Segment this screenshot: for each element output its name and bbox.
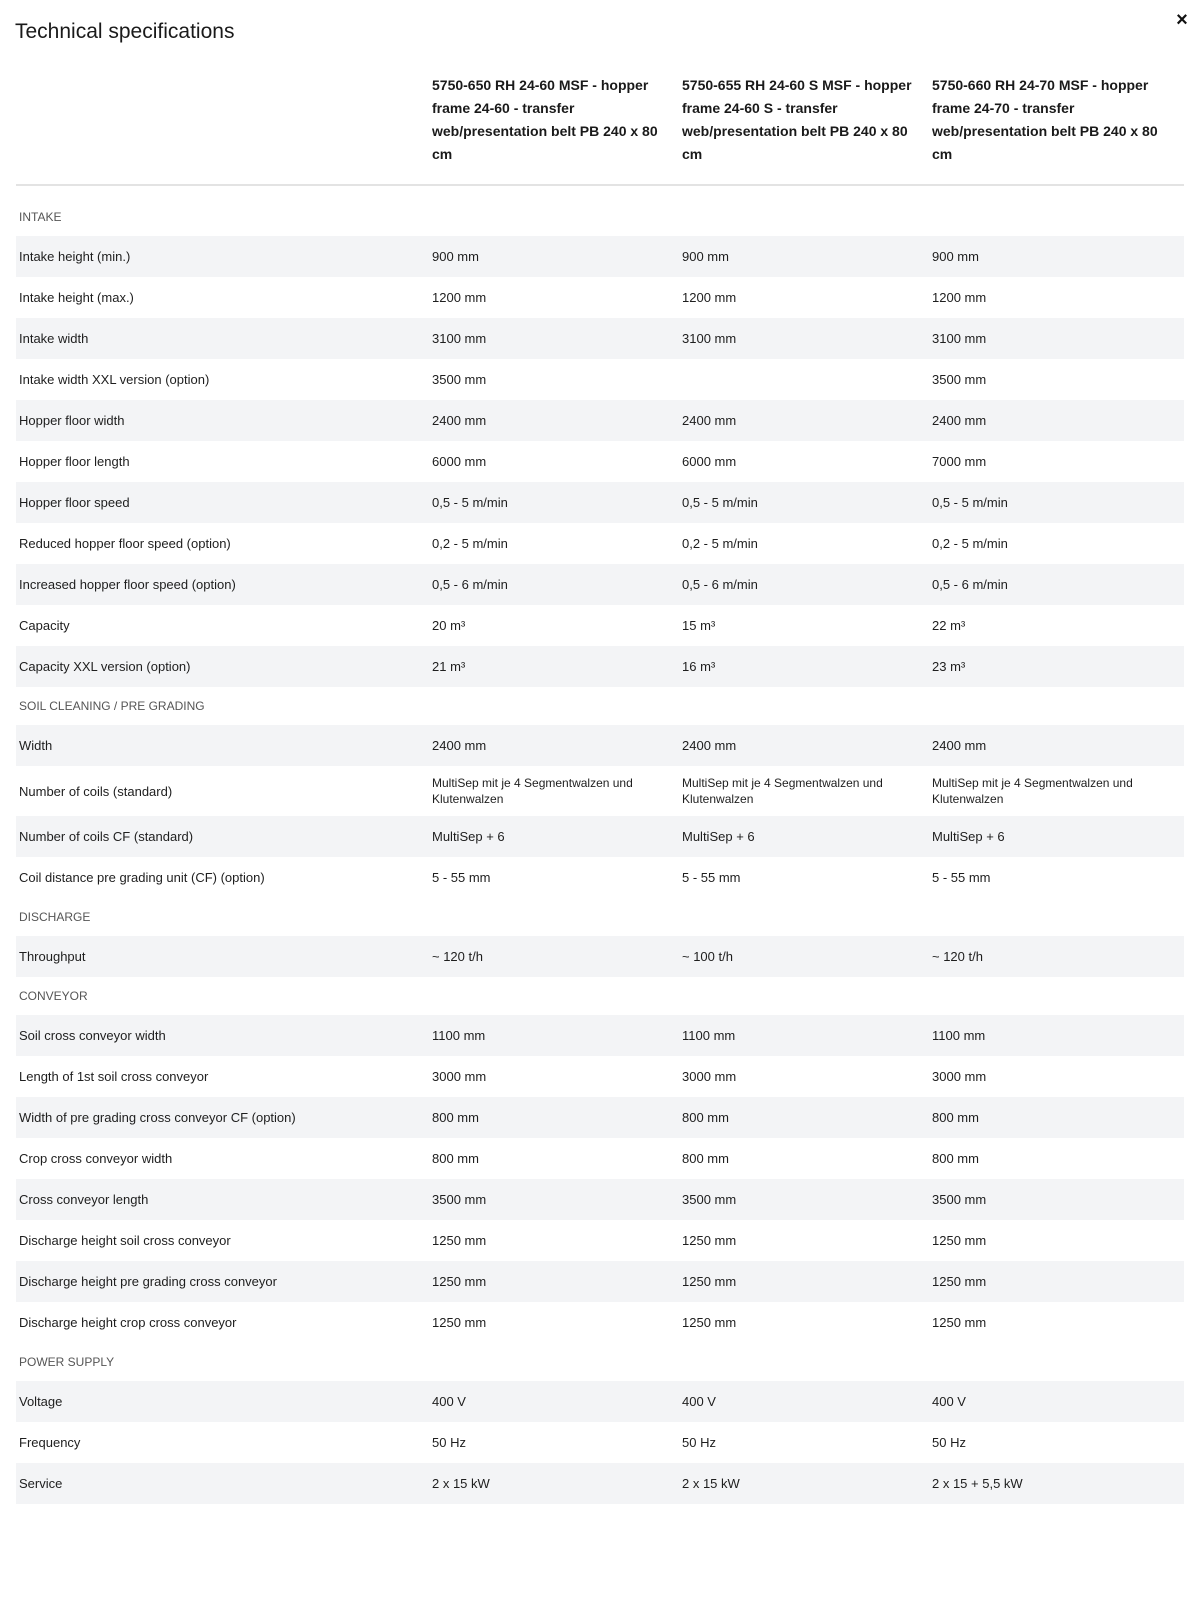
row-value: 2400 mm — [682, 413, 737, 428]
row-value: 5 - 55 mm — [432, 870, 491, 885]
row-value: 900 mm — [932, 249, 979, 264]
row-value: 3100 mm — [932, 331, 987, 346]
model-column-header: 5750-660 RH 24-70 MSF - hopper frame 24-70 - transfer web/presentation belt PB 240 x 80 cm — [932, 77, 1158, 162]
table-row — [16, 725, 1184, 766]
row-value: 800 mm — [932, 1110, 979, 1125]
row-value: MultiSep + 6 — [682, 829, 755, 844]
table-row — [16, 816, 1184, 857]
row-value: 0,5 - 6 m/min — [432, 577, 508, 592]
row-value: 1250 mm — [432, 1274, 487, 1289]
row-value: 800 mm — [682, 1110, 729, 1125]
row-value: 21 m³ — [432, 659, 466, 674]
row-value: 3000 mm — [432, 1069, 487, 1084]
row-value: 3500 mm — [432, 1192, 487, 1207]
model-column-header: 5750-655 RH 24-60 S MSF - hopper frame 24-60 S - transfer web/presentation belt PB 240 x 80 cm — [682, 77, 912, 162]
section-header: INTAKE — [19, 210, 62, 224]
table-row — [16, 1220, 1184, 1261]
table-row — [16, 1138, 1184, 1179]
section-header: POWER SUPPLY — [19, 1355, 115, 1369]
table-row — [16, 1463, 1184, 1504]
row-value: MultiSep mit je 4 Segmentwalzen und Klutenwalzen — [432, 776, 633, 806]
table-row — [16, 857, 1184, 898]
row-label: Discharge height pre grading cross conveyor — [19, 1274, 277, 1289]
row-label: Throughput — [19, 949, 86, 964]
row-value: 3000 mm — [932, 1069, 987, 1084]
row-value: 900 mm — [682, 249, 729, 264]
row-value: 1250 mm — [432, 1315, 487, 1330]
row-value: 1250 mm — [682, 1233, 737, 1248]
row-value: 2400 mm — [432, 413, 487, 428]
row-value: 6000 mm — [682, 454, 737, 469]
table-row — [16, 523, 1184, 564]
row-value: 15 m³ — [682, 618, 716, 633]
row-value: 1200 mm — [932, 290, 987, 305]
model-column-header: 5750-650 RH 24-60 MSF - hopper frame 24-60 - transfer web/presentation belt PB 240 x 80 cm — [432, 77, 658, 162]
row-label: Discharge height soil cross conveyor — [19, 1233, 231, 1248]
table-row — [16, 359, 1184, 400]
row-value: ~ 120 t/h — [932, 949, 983, 964]
table-row — [16, 1422, 1184, 1463]
row-value: 16 m³ — [682, 659, 716, 674]
row-value: 400 V — [932, 1394, 966, 1409]
row-label: Width of pre grading cross conveyor CF (option) — [19, 1110, 296, 1125]
row-label: Crop cross conveyor width — [19, 1151, 173, 1166]
row-value: MultiSep + 6 — [932, 829, 1005, 844]
table-row — [16, 1097, 1184, 1138]
row-value: 2 x 15 kW — [432, 1476, 490, 1491]
row-label: Number of coils (standard) — [19, 783, 173, 799]
row-label: Coil distance pre grading unit (CF) (option) — [19, 870, 265, 885]
row-value: 2 x 15 kW — [682, 1476, 740, 1491]
row-label: Hopper floor speed — [19, 495, 130, 510]
table-row — [16, 1261, 1184, 1302]
table-row — [16, 277, 1184, 318]
table-row — [16, 441, 1184, 482]
row-value: 5 - 55 mm — [682, 870, 741, 885]
row-value: 2400 mm — [682, 738, 737, 753]
section-header: CONVEYOR — [19, 989, 88, 1003]
row-label: Reduced hopper floor speed (option) — [19, 536, 231, 551]
row-value: 1100 mm — [432, 1028, 486, 1043]
table-row — [16, 1179, 1184, 1220]
model-header — [16, 74, 1184, 186]
page-title: Technical specifications — [15, 20, 235, 43]
table-row — [16, 646, 1184, 687]
row-value: 1250 mm — [432, 1233, 487, 1248]
row-value: 0,5 - 5 m/min — [682, 495, 758, 510]
row-value: 3500 mm — [682, 1192, 737, 1207]
row-value: MultiSep + 6 — [432, 829, 505, 844]
row-value: MultiSep mit je 4 Segmentwalzen und Klutenwalzen — [682, 776, 883, 806]
row-label: Intake width — [19, 331, 89, 346]
row-value: 3000 mm — [682, 1069, 737, 1084]
row-value: 20 m³ — [432, 618, 466, 633]
row-label: Discharge height crop cross conveyor — [19, 1315, 237, 1330]
table-row — [16, 318, 1184, 359]
row-value: ~ 100 t/h — [682, 949, 733, 964]
row-value: 800 mm — [432, 1110, 479, 1125]
row-value: 0,5 - 5 m/min — [932, 495, 1008, 510]
row-label: Soil cross conveyor width — [19, 1028, 166, 1043]
spec-table — [16, 198, 1184, 1504]
row-value: 2400 mm — [432, 738, 487, 753]
row-value: 1250 mm — [682, 1315, 737, 1330]
table-row — [16, 1381, 1184, 1422]
row-value: 50 Hz — [932, 1435, 966, 1450]
row-value: ~ 120 t/h — [432, 949, 483, 964]
row-value: 3100 mm — [432, 331, 487, 346]
row-label: Frequency — [19, 1435, 81, 1450]
row-value: 1200 mm — [432, 290, 487, 305]
close-button[interactable] — [1170, 8, 1194, 32]
section-header: DISCHARGE — [19, 910, 91, 924]
row-value: 3500 mm — [432, 372, 487, 387]
row-value: 1100 mm — [932, 1028, 986, 1043]
row-value: 3500 mm — [932, 372, 987, 387]
row-value: 1250 mm — [932, 1233, 987, 1248]
table-row — [16, 482, 1184, 523]
row-label: Width — [19, 738, 53, 753]
row-label: Service — [19, 1476, 63, 1491]
row-label: Capacity XXL version (option) — [19, 659, 191, 674]
row-value: 1200 mm — [682, 290, 737, 305]
row-value: 0,5 - 6 m/min — [682, 577, 758, 592]
row-value: 23 m³ — [932, 659, 966, 674]
row-value: 1250 mm — [932, 1315, 987, 1330]
row-label: Cross conveyor length — [19, 1192, 149, 1207]
row-value: 50 Hz — [432, 1435, 466, 1450]
row-value: 2 x 15 + 5,5 kW — [932, 1476, 1023, 1491]
row-label: Number of coils CF (standard) — [19, 829, 194, 844]
close-icon: × — [1176, 8, 1188, 31]
row-value: 400 V — [432, 1394, 466, 1409]
row-value: 0,5 - 5 m/min — [432, 495, 508, 510]
row-label: Hopper floor width — [19, 413, 125, 428]
row-value: 3500 mm — [932, 1192, 987, 1207]
table-row — [16, 236, 1184, 277]
row-value: 900 mm — [432, 249, 479, 264]
table-row — [16, 605, 1184, 646]
row-label: Hopper floor length — [19, 454, 130, 469]
table-row — [16, 400, 1184, 441]
row-value: 3100 mm — [682, 331, 737, 346]
row-value: 5 - 55 mm — [932, 870, 991, 885]
table-row — [16, 1302, 1184, 1343]
row-label: Increased hopper floor speed (option) — [19, 577, 236, 592]
row-value: 2400 mm — [932, 738, 987, 753]
row-value: 0,5 - 6 m/min — [932, 577, 1008, 592]
row-label: Intake height (min.) — [19, 249, 131, 264]
row-value: 800 mm — [432, 1151, 479, 1166]
row-value: 0,2 - 5 m/min — [932, 536, 1008, 551]
row-label: Intake width XXL version (option) — [19, 372, 210, 387]
table-row — [16, 766, 1184, 816]
row-value: 0,2 - 5 m/min — [432, 536, 508, 551]
row-label: Voltage — [19, 1394, 63, 1409]
row-value: MultiSep mit je 4 Segmentwalzen und Klutenwalzen — [932, 776, 1133, 806]
row-value: 6000 mm — [432, 454, 487, 469]
section-header: SOIL CLEANING / PRE GRADING — [19, 699, 205, 713]
row-value: 2400 mm — [932, 413, 987, 428]
row-value: 1250 mm — [682, 1274, 737, 1289]
table-row — [16, 1056, 1184, 1097]
row-value: 7000 mm — [932, 454, 987, 469]
table-row — [16, 1015, 1184, 1056]
row-value: 22 m³ — [932, 618, 966, 633]
header-spacer — [16, 74, 432, 184]
row-value: 800 mm — [932, 1151, 979, 1166]
row-label: Length of 1st soil cross conveyor — [19, 1069, 209, 1084]
row-value: 50 Hz — [682, 1435, 716, 1450]
row-label: Intake height (max.) — [19, 290, 134, 305]
row-label: Capacity — [19, 618, 70, 633]
row-value: 400 V — [682, 1394, 716, 1409]
row-value: 800 mm — [682, 1151, 729, 1166]
row-value: 1250 mm — [932, 1274, 987, 1289]
row-value: 0,2 - 5 m/min — [682, 536, 758, 551]
table-row — [16, 564, 1184, 605]
row-value: 1100 mm — [682, 1028, 736, 1043]
table-row — [16, 936, 1184, 977]
